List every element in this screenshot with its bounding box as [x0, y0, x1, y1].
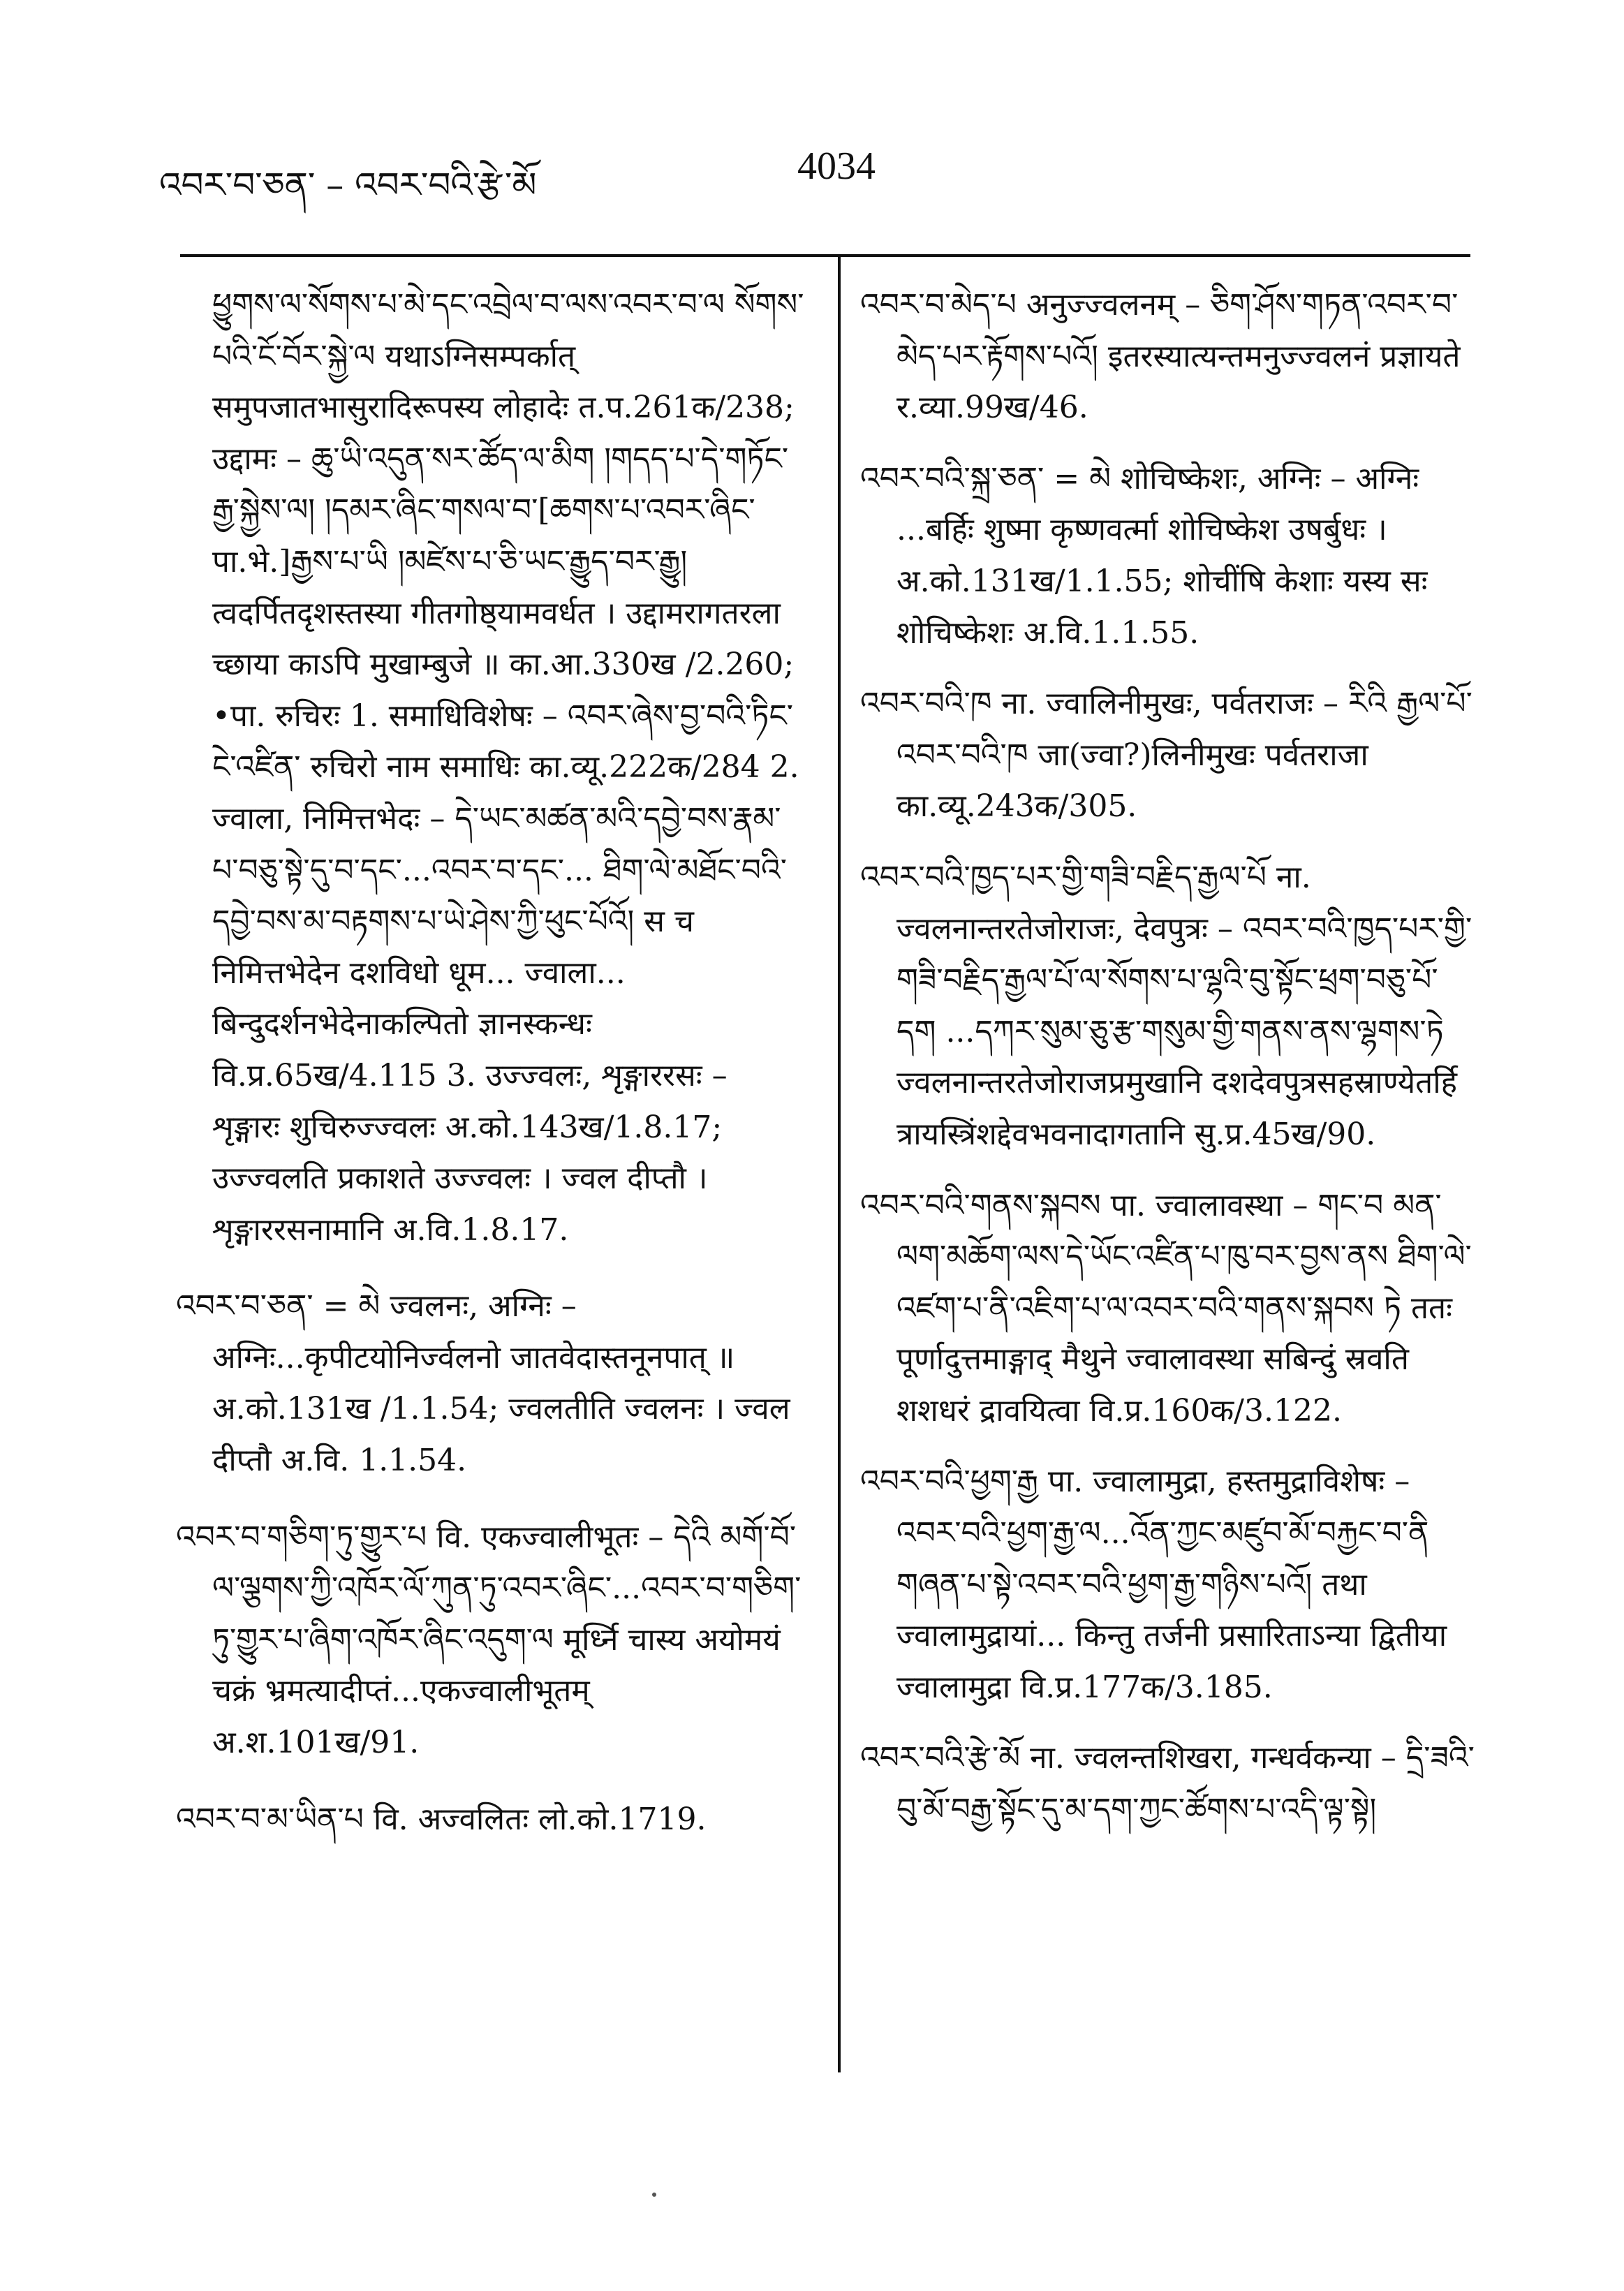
- dictionary-entry: འབར་བ་ཅན་ = མེ ज्वलनः, अग्निः – अग्निः...कृपीटयोनिर्ज्वलनो जातवेदास्तनूनपात् ॥ अ.को.131ख /1.1.54; ज्वलतीति ज्वलनः । ज्वल दीप्तौ अ.वि. 1.1.54.: [176, 1288, 790, 1479]
- right-column: [860, 279, 1475, 1836]
- dictionary-entry: འབར་བའི་རྩེ་མོ ना. ज्वलन्तशिखरा, गन्धर्वकन्या – དྲི་ཟའི་བུ་མོ་བརྒྱ་སྟོང་དུ་མ་དག་ཀྱང་ཚོགས་པ་འདི་ལྟ་སྟེ།: [860, 1740, 1475, 1828]
- stray-mark: [652, 2193, 656, 2197]
- dictionary-entry: འབར་བ་མ་ཡིན་པ वि. अज्वलितः लो.को.1719.: [176, 1801, 707, 1837]
- dictionary-entry: འབར་བ་གཅིག་ཏུ་གྱུར་པ वि. एकज्वालीभूतः – དེའི མགོ་བོ་ལ་ལྕགས་ཀྱི་འཁོར་ལོ་ཀུན་ཏུ་འབར་ཞིང་...འབར་བ་གཅིག་ཏུ་གྱུར་པ་ཞིག་འཁོར་ཞིང་འདུག་ལ मूर्ध्नि चास्य अयोमयं चक्रं भ्रमत्यादीप्तं...एकज्वालीभूतम् अ.श.101ख/91.: [176, 1519, 802, 1761]
- dictionary-entry: འབར་བའི་ཁ ना. ज्वालिनीमुखः, पर्वतराजः – རིའི རྒྱལ་པོ་འབར་བའི་ཁ जा(ज्वा?)लिनीमुखः पर्वतराजा का.व्यू.243क/305.: [860, 686, 1472, 825]
- column-divider: [838, 257, 841, 2072]
- dictionary-entry: འབར་བའི་ཁྱད་པར་གྱི་གཟི་བརྗིད་རྒྱལ་པོ ना. ज्वलनान्तरतेजोराजः, देवपुत्रः – འབར་བའི་ཁྱད་པར་གྱི་གཟི་བརྗིད་རྒྱལ་པོ་ལ་སོགས་པ་ལྷའི་བུ་སྟོང་ཕྲག་བཅུ་པོ་དག ...དཀར་སུམ་ཅུ་རྩ་གསུམ་གྱི་གནས་ནས་ལྷགས་ཏེ ज्वलनान्तरतेजोराजप्रमुखानि दशदेवपुत्रसहस्राण्येतर्हि त्रायस्त्रिंशद्देवभवनादागतानि सु.प्र.45ख/90.: [860, 859, 1472, 1152]
- running-header: འབར་བ་ཅན་ – འབར་བའི་རྩེ་མོ: [159, 165, 537, 205]
- header-rule: [180, 254, 1470, 257]
- dictionary-entry: འབར་བའི་གནས་སྐབས पा. ज्वालावस्था – གང་བ མན་ལག་མཆོག་ལས་དེ་ཡོང་འཛིན་པ་ཁུ་བར་བྱས་ནས ཐིག་ལེ་འཛག་པ་ནི་འཇིག་པ་ལ་འབར་བའི་གནས་སྐབས ཏེ ततः पूर्णादुत्तमाङ्गाद् मैथुने ज्वालावस्था सबिन्दुं स्रवति शशधरं द्रावयित्वा वि.प्र.160क/3.122.: [860, 1187, 1472, 1429]
- dictionary-entry: འབར་བ་མེད་པ अनुज्ज्वलनम् – ཅིག་ཤོས་གཏན་འབར་བ་མེད་པར་རྟོགས་པའོ། इतरस्यात्यन्तमनुज्ज्वलनं प्रज्ञायते र.व्या.99ख/46.: [860, 287, 1461, 426]
- left-column: [176, 279, 804, 1845]
- page-number: 4034: [797, 145, 876, 188]
- dictionary-entry: འབར་བའི་ཕྱག་རྒྱ पा. ज्वालामुद्रा, हस्तमुद्राविशेषः – འབར་བའི་ཕྱག་རྒྱ་ལ...འོན་ཀྱང་མཛུབ་མོ་བརྐྱང་བ་ནི གཞན་པ་སྟེ་འབར་བའི་ཕྱག་རྒྱ་གཉིས་པའོ། तथा ज्वालामुद्रायां... किन्तु तर्जनी प्रसारिताऽन्या द्वितीया ज्वालामुद्रा वि.प्र.177क/3.185.: [860, 1464, 1447, 1705]
- dictionary-entry: ཕྱུགས་ལ་སོགས་པ་མེ་དང་འབྲེལ་བ་ལས་འབར་བ་ལ སོགས་པའི་ངོ་བོར་སྐྱེ་ལ यथाऽग्निसम्पर्कात् समुपजातभासुरादिरूपस्य लोहादेः त.प.261क/238; उद्दामः – ཆུ་ཡི་འདུན་སར་ཚོད་ལ་མིག །གདད་པ་དེ་གཏོང་རྒྱ་སྐྱེས་ལ། །དམར་ཞིང་གསལ་བ་[ཆགས་པ་འབར་ཞིང་ पा.भे.]རྒྱས་པ་ཡི །མཛེས་པ་ཅི་ཡང་རྒྱུད་བར་རྒྱུ། त्वदर्पितदृशस्तस्या गीतगोष्ठ्यामवर्धत । उद्दामरागतरला च्छाया काऽपि मुखाम्बुजे ॥ का.आ.330ख /2.260; •पा. रुचिरः 1. समाधिविशेषः – འབར་ཞེས་བྱ་བའི་ཏིང་ངེ་འཛིན་ रुचिरो नाम समाधिः का.व्यू.222क/284 2. ज्वाला, निमित्तभेदः – དེ་ཡང་མཚན་མའི་དབྱེ་བས་རྣམ་པ་བཅུ་སྟེ་དུ་བ་དང་...འབར་བ་དང་... ཐིག་ལེ་མཐོང་བའི་དབྱེ་བས་མ་བརྟགས་པ་ཡེ་ཤེས་ཀྱི་ཕུང་པོའོ། स च निमित्तभेदेन दशविधो धूम... ज्वाला... बिन्दुदर्शनभेदेनाकल्पितो ज्ञानस्कन्धः वि.प्र.65ख/4.115 3. उज्ज्वलः, शृङ्गाररसः – शृङ्गारः शुचिरुज्ज्वलः अ.को.143ख/1.8.17; उज्ज्वलति प्रकाशते उज्ज्वलः । ज्वल दीप्तौ । शृङ्गाररसनामानि अ.वि.1.8.17.: [212, 287, 804, 1248]
- dictionary-entry: འབར་བའི་སྐྲ་ཅན་ = མེ शोचिष्केशः, अग्निः – अग्निः ...बर्हिः शुष्मा कृष्णवर्त्मा शोचिष्केश उषर्बुधः । अ.को.131ख/1.1.55; शोचींषि केशाः यस्य सः शोचिष्केशः अ.वि.1.1.55.: [860, 460, 1428, 651]
